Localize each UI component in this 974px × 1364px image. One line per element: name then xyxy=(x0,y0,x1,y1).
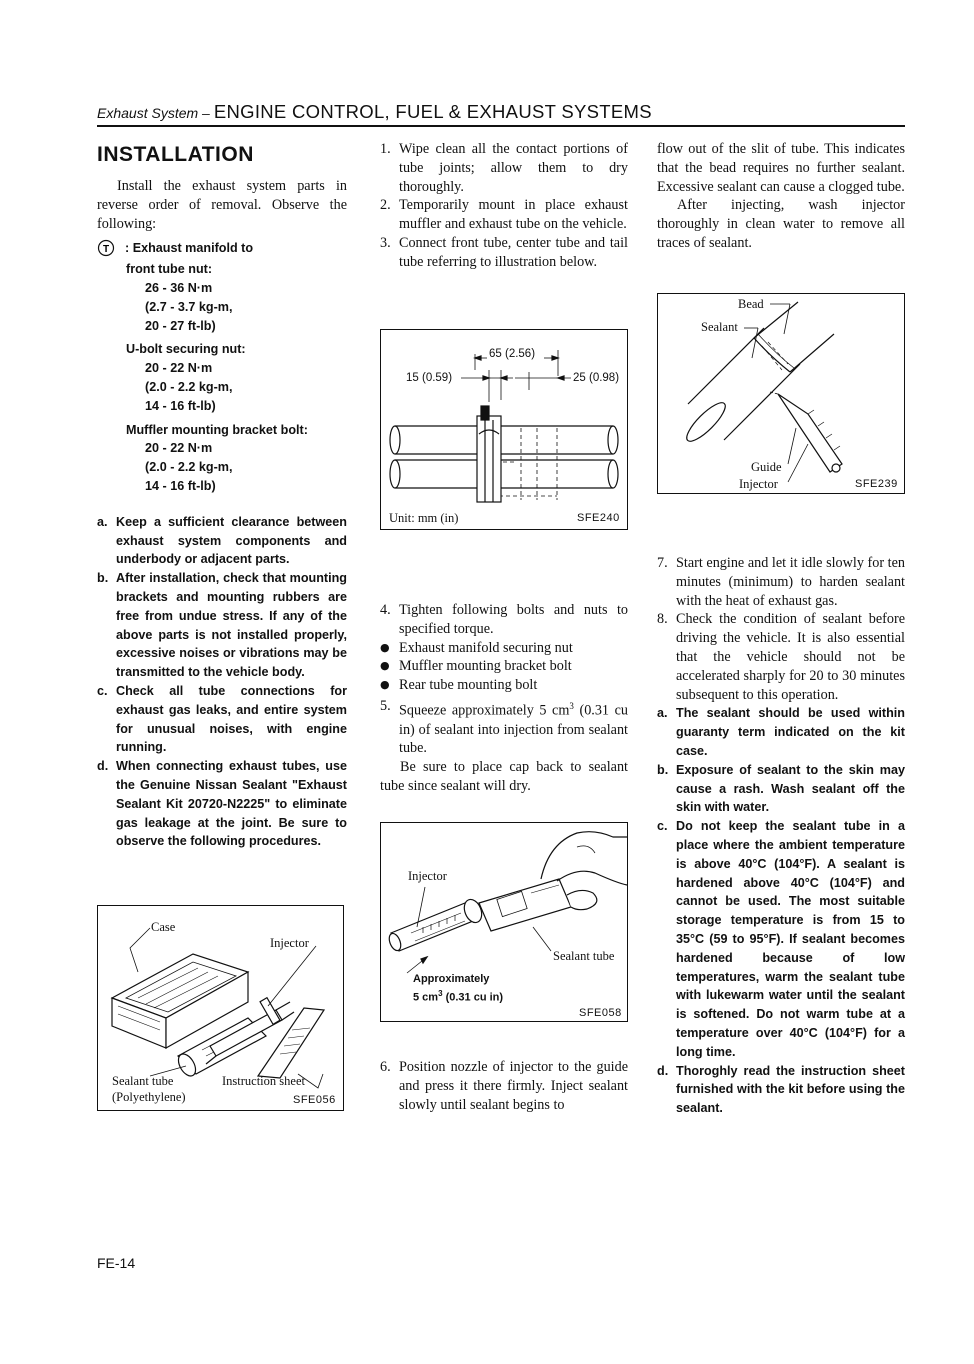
label-sealant-tube: Sealant tube xyxy=(553,949,615,963)
bullet-item: ● Rear tube mounting bolt xyxy=(380,677,538,694)
column-middle xyxy=(380,140,628,272)
page-header xyxy=(97,101,905,127)
label-injector: Injector xyxy=(270,936,309,950)
sealant-notes xyxy=(657,704,905,1118)
installation-intro: Install the exhaust system parts in reverse order of removal. Observe the following: xyxy=(97,178,347,232)
label-bead: Bead xyxy=(738,297,764,311)
torque-icon xyxy=(97,239,125,260)
section-name: Exhaust System – xyxy=(97,105,210,121)
label-injector: Injector xyxy=(408,869,447,883)
torque-spec-1 xyxy=(97,239,347,335)
note-item: a. Keep a sufficient clearance between exhaust system components and underbody or adjacent parts. xyxy=(97,514,347,567)
figure-code: SFE240 xyxy=(577,512,620,524)
svg-text:T: T xyxy=(102,244,110,256)
column-right xyxy=(657,140,905,253)
figure-code: SFE239 xyxy=(855,478,898,490)
label-sealant: Sealant xyxy=(701,320,738,334)
torque-value: (2.0 - 2.2 kg-m, xyxy=(145,460,233,475)
figure-injector-fill xyxy=(380,822,628,1022)
note-item: c. Check all tube connections for exhaust gas leaks, and entire system for unusual noises, with engine running. xyxy=(97,683,347,755)
installation-notes xyxy=(97,513,347,851)
figure-tube-clamp xyxy=(380,329,628,530)
chapter-title: ENGINE CONTROL, FUEL & EXHAUST SYSTEMS xyxy=(213,101,652,122)
label-injector: Injector xyxy=(739,477,778,491)
note-item: b. After installation, check that mounting brackets and mounting rubbers are free from undue stress. If any of the above parts is not installed properly, excessive noises or vibrations may be transmitted to the vehicle body. xyxy=(97,571,347,680)
figure-sealant-bead xyxy=(657,293,905,494)
label-case: Case xyxy=(151,920,176,934)
after-injecting-note: After injecting, wash injector thoroughly in clean water to remove all traces of sealant. xyxy=(657,197,905,251)
torque-value: 20 - 22 N·m xyxy=(145,361,213,376)
step-item: 6. Position nozzle of injector to the guide and press it there firmly. Inject sealant slowly until sealant begins to xyxy=(380,1059,628,1113)
torque-value: 26 - 36 N·m xyxy=(145,280,213,295)
torque-label: Muffler mounting bracket bolt: xyxy=(126,422,308,437)
installation-heading: INSTALLATION xyxy=(97,143,254,166)
note-item: c. Do not keep the sealant tube in a place where the ambient temperature is above 40°C (104°F). A sealant is hardened above 40°C (104°F) and cannot be used. The most suitable storage temperature is from 15 to 35°C (59 to 95°F). If sealant becomes hardened because of low temperatures, warm the sealant tube with lukewarm water until the sealant is softened. Do not warm tube at a temperature over 40°C (104°F) for a long time. xyxy=(657,819,905,1059)
step-6 xyxy=(380,1058,628,1114)
dimension-25: 25 (0.98) xyxy=(573,372,620,384)
step-6-continued: flow out of the slit of tube. This indicates that the bead requires no further sealant. Excessive sealant can cause a clogged tube. xyxy=(657,141,905,195)
label-sealant-tube: Sealant tube xyxy=(112,1074,174,1088)
torque-value: (2.0 - 2.2 kg-m, xyxy=(145,379,233,394)
torque-label: U-bolt securing nut: xyxy=(126,342,246,357)
label-instruction-sheet: Instruction sheet xyxy=(222,1074,305,1088)
step-item: 7. Start engine and let it idle slowly for ten minutes (minimum) to harden sealant with the heat of exhaust gas. xyxy=(657,555,905,609)
bullet-item: ● Muffler mounting bracket bolt xyxy=(380,658,572,675)
dimension-65: 65 (2.56) xyxy=(489,348,536,360)
figure-sealant-kit xyxy=(97,905,344,1111)
torque-value: 20 - 27 ft-lb) xyxy=(145,318,216,333)
step-item: 5. Squeeze approximately 5 $cm^3$ (0.31 cu in) of sealant into injection from sealant tube. xyxy=(380,697,628,757)
step-item: 3. Connect front tube, center tube and tail tube referring to illustration below. xyxy=(380,234,628,270)
figure-code: SFE058 xyxy=(579,1007,622,1019)
note-item: d. Thoroghly read the instruction sheet furnished with the kit before using the sealant. xyxy=(657,1063,905,1116)
torque-spec-3 xyxy=(97,421,347,496)
figure-code: SFE056 xyxy=(293,1094,336,1106)
torque-spec-2 xyxy=(97,340,347,415)
torque-label-2: front tube nut: xyxy=(126,262,213,277)
step-item: 8. Check the condition of sealant before driving the vehicle. It is also essential that the vehicle should not be accelerated sharply for 20 to 30 minutes subsequent to this operation. xyxy=(657,611,905,703)
sealant-bead-illustration xyxy=(658,294,906,495)
step-item: 4. Tighten following bolts and nuts to specified torque. xyxy=(380,602,628,637)
steps-4-5 xyxy=(380,601,628,796)
label-approximately: Approximately xyxy=(413,973,490,985)
label-polyethylene: (Polyethylene) xyxy=(112,1090,186,1104)
dimension-15: 15 (0.59) xyxy=(406,372,453,384)
note-item: a. The sealant should be used within guaranty term indicated on the kit case. xyxy=(657,706,905,758)
torque-label: : Exhaust manifold to xyxy=(125,241,254,256)
note-item: d. When connecting exhaust tubes, use the Genuine Nissan Sealant "Exhaust Sealant Kit 20720-N2225" to eliminate gas leakage at the joint. Be sure to observe the following procedures. xyxy=(97,759,347,849)
torque-value: 20 - 22 N·m xyxy=(145,441,213,456)
torque-value: 14 - 16 ft-lb) xyxy=(145,398,216,413)
unit-label: Unit: mm (in) xyxy=(389,511,459,525)
bullet-item: ● Exhaust manifold securing nut xyxy=(380,639,573,656)
label-guide: Guide xyxy=(751,460,782,474)
steps-7-8 xyxy=(657,554,905,1118)
tube-clamp-illustration xyxy=(381,330,629,531)
step-item: 1. Wipe clean all the contact portions of tube joints; allow them to dry thoroughly. xyxy=(380,141,628,195)
cap-note: Be sure to place cap back to sealant tube since sealant will dry. xyxy=(380,759,628,794)
column-left xyxy=(97,140,347,851)
step-item: 2. Temporarily mount in place exhaust muffler and exhaust tube on the vehicle. xyxy=(380,197,628,233)
page-number: FE-14 xyxy=(97,1255,136,1271)
torque-value: (2.7 - 3.7 kg-m, xyxy=(145,299,233,314)
label-amount: 5 $cm^3$ (0.31 cu in) xyxy=(413,989,504,1004)
note-item: b. Exposure of sealant to the skin may cause a rash. Wash sealant off the skin with water. xyxy=(657,762,905,815)
torque-value: 14 - 16 ft-lb) xyxy=(145,478,216,493)
